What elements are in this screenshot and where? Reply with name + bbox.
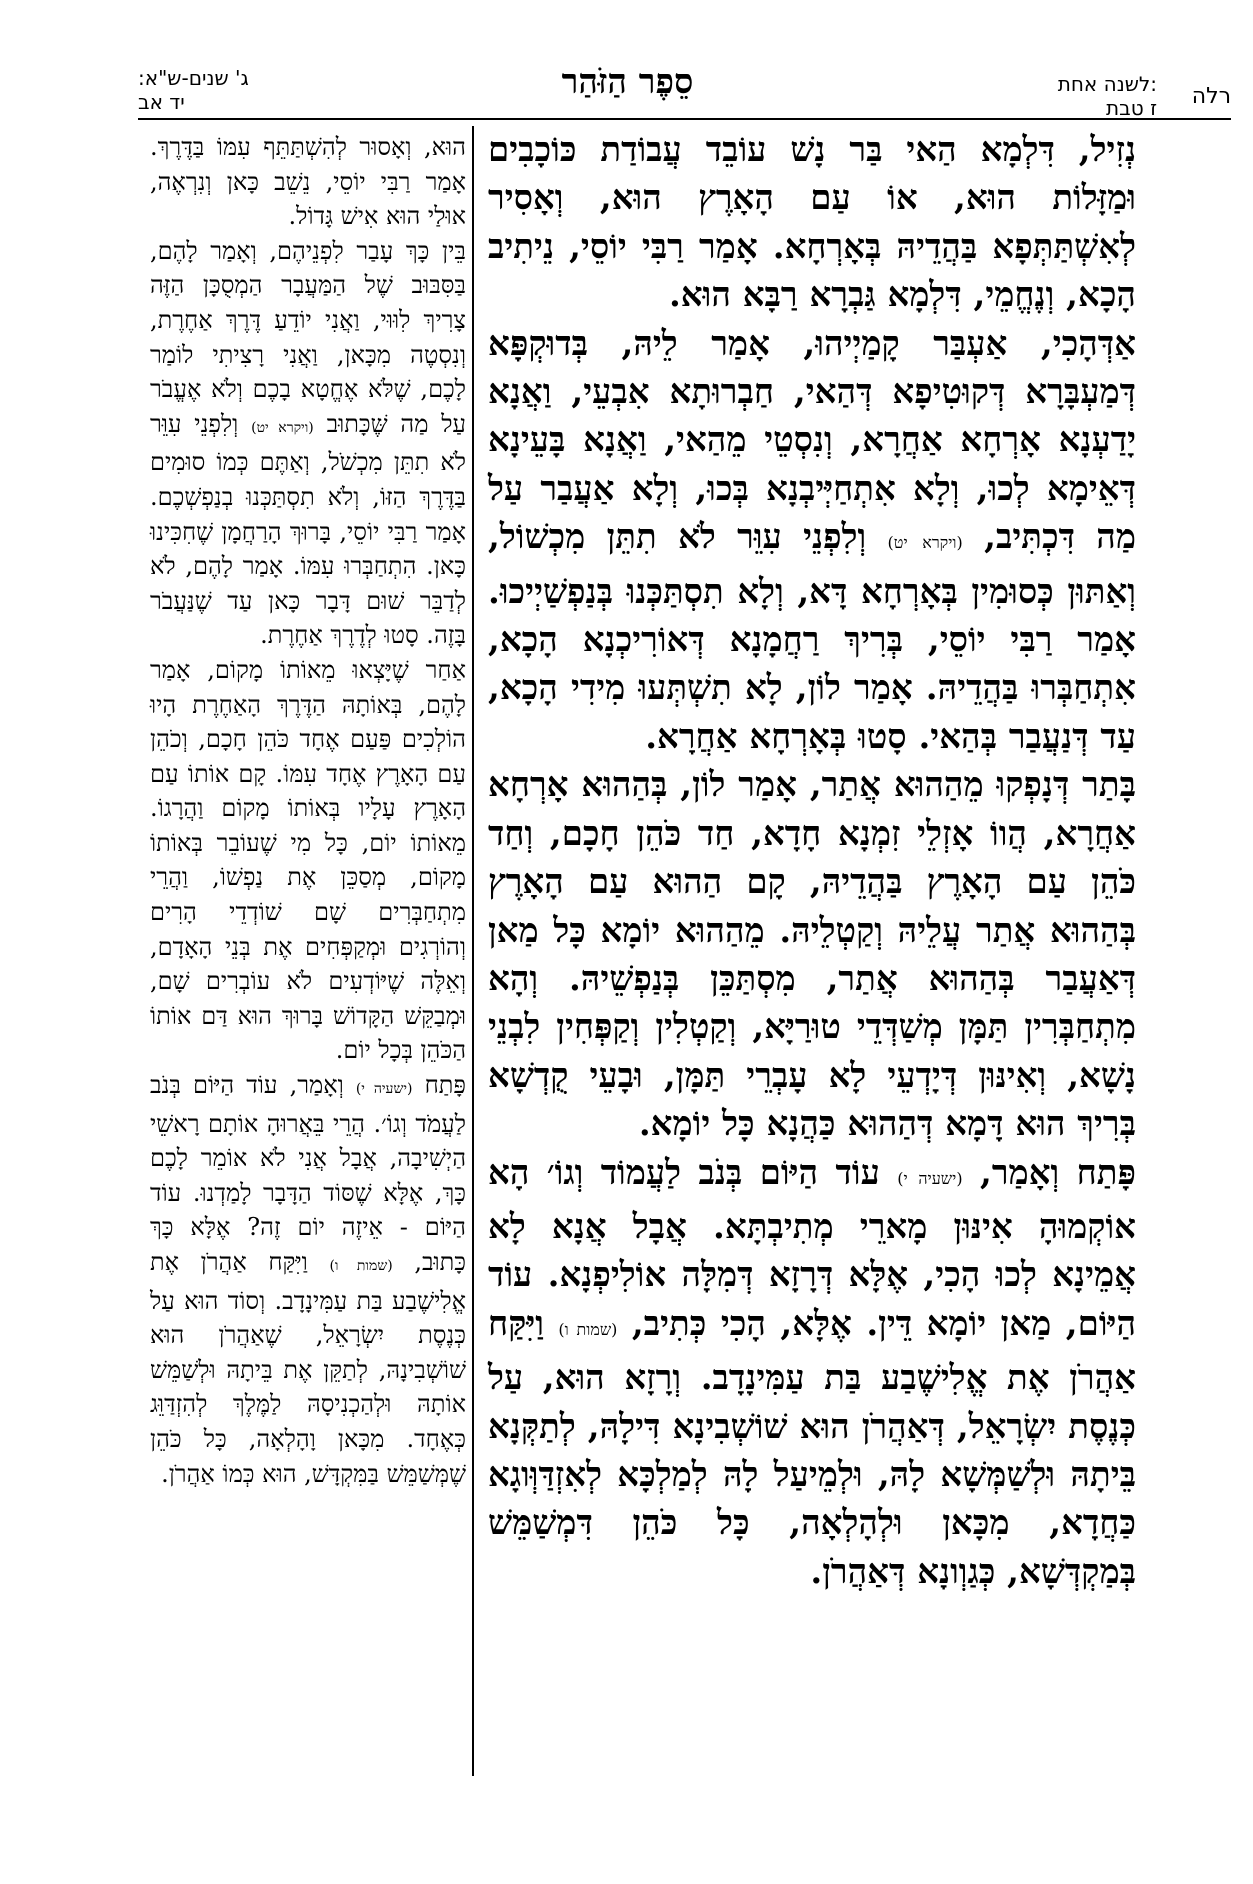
main-text: וַיִּקַּח אַהֲרֹן אֶת אֱלִישֶׁבַע בַּת עַמִּינָדָב. וְרָזָא הוּא, עַל כְּנֶסֶת יִשְׂרָאֵל, דְּאַהֲרֹן הוּא שׁוֹשְׁבִינָא דִּילָהּ, לְתַקְּנָא בֵּיתָהּ וּלְשַׁמְּשָׁא לָהּ, וּלְמֵיעַל לָהּ לְמַלְכָּא לְאִזְדַּוְּוגָא כַּחֲדָא, מִכָּאן וּלְהָלְאָה, כָּל כֹּהֵן דִּמְשַׁמֵּשׁ בְּמַקְדְּשָׁא, כְּגַוְונָא דְּאַהֲרֹן. <box>488 1303 1136 1592</box>
side-text: פָּתַח <box>424 1071 467 1100</box>
daily-schedule-three-years <box>138 66 388 114</box>
side-paragraph <box>150 653 466 1068</box>
side-paragraph <box>150 130 466 234</box>
hebrew-translation-column <box>150 130 466 1780</box>
main-paragraph <box>488 761 1136 1148</box>
side-text: וְאָמַר, עוֹד הַיּוֹם בְּנֹב לַעֲמֹד וְגוֹ׳. הֲרֵי בֵּאֲרוּהָ אוֹתָם רָאשֵׁי הַיְשִׁיבָה, אֲבָל אֲנִי לֹא אוֹמֵר לָכֶם כָּךְ, אֶלָּא שֶׁסּוֹד הַדָּבָר לָמַדְנוּ. עוֹד הַיּוֹם - אֵיזֶה יוֹם זֶה? אֶלָּא כָּךְ כָּתוּב, <box>150 1071 467 1276</box>
page-number: רלה <box>1191 84 1231 109</box>
main-text: וְלִפְנֵי עִוֵּר לֹא תִתֵּן מִכְשׁוֹל, וְאַתּוּן כְּסוּמִין בְּאָרְחָא דָּא, וְלָא תִסְתַּכְּנוּ בְּנַפְשַׁיְיכוּ. אָמַר רַבִּי יוֹסֵי, בְּרִיךְ רַחֲמָנָא דְּאוֹרִיכְנָא הָכָא, אִתְחַבְּרוּ בַּהֲדֵיהּ. אָמַר לוֹן, לָא תִשְׁתְּעוּ מִידִי הָכָא, עַד דְּנַעֲבַר בְּהַאי. סָטוּ בְּאָרְחָא אַחֲרָא. <box>488 517 1136 757</box>
side-text: בֵּין כָּךְ עָבַר לִפְנֵיהֶם, וְאָמַר לָהֶם, בַּסִּבּוּב שֶׁל הַמַּעֲבָר הַמְסֻכָּן הַזֶּה צָרִיךְ לִוּוּי, וַאֲנִי יוֹדֵעַ דֶּרֶךְ אַחֶרֶת, וְנִסְטֶה מִכָּאן, וַאֲנִי רָצִיתִי לוֹמַר לָכֶם, שֶׁלֹּא אֶחֱטָא בָכֶם וְלֹא אֶעֱבֹר עַל מַה שֶּׁכָּתוּב <box>150 236 467 438</box>
verse-reference: (ויקרא יט) <box>251 419 314 436</box>
book-title: סֵפֶר הַזֹּהַר <box>561 62 694 102</box>
page-header <box>20 14 1235 120</box>
schedule-date-one-year: ז טבת <box>1106 96 1157 120</box>
aramaic-text-column <box>488 126 1136 1776</box>
side-text: וְלִפְנֵי עִוֵּר לֹא תִתֵּן מִכְשֹׁל, וְאַתֶּם כְּמוֹ סוּמִים בַּדֶּרֶךְ הַזּוֹ, וְלֹא תִסְתַּכְּנוּ בְנַפְשְׁכֶם. אָמַר רַבִּי יוֹסֵי, בָּרוּךְ הָרַחֲמָן שֶׁחִכִּינוּ כָּאן. הִתְחַבְּרוּ עִמּוֹ. אָמַר לָהֶם, לֹא לְדַבֵּר שׁוּם דָּבָר כָּאן עַד שֶׁנַּעֲבֹר בָּזֶה. סָטוּ לְדֶרֶךְ אַחֶרֶת. <box>150 409 466 650</box>
side-text: וַיִּקַּח אַהֲרֹן אֶת אֱלִישֶׁבַע בַּת עַמִּינָדָב. וְסוֹד הוּא עַל כְּנֶסֶת יִשְׂרָאֵל, שֶׁאַהֲרֹן הוּא שׁוֹשְׁבִינָהּ, לְתַקֵּן אֶת בֵּיתָהּ וּלְשַׁמֵּשׁ אוֹתָהּ וּלְהַכְנִיסָהּ לַמֶּלֶךְ לְהִזְדַּוֵּג כְּאֶחָד. מִכָּאן וָהָלְאָה, כָּל כֹּהֵן שֶׁמְּשַׁמֵּשׁ בַּמִּקְדָּשׁ, הוּא כְּמוֹ אַהֲרֹן. <box>150 1248 466 1488</box>
side-text: הוּא, וְאָסוּר לְהִשְׁתַּתֵּף עִמּוֹ בַּדֶּרֶךְ. אָמַר רַבִּי יוֹסֵי, נֵשֵׁב כָּאן וְנִרְאֶה, אוּלַי הוּא אִישׁ גָּדוֹל. <box>150 133 466 231</box>
column-divider <box>472 126 474 1776</box>
schedule-label-one-year: לשנה אחת: <box>1057 72 1157 96</box>
main-paragraph <box>488 126 1136 320</box>
verse-reference: (ישעיה י) <box>897 1168 963 1188</box>
header-rule <box>138 118 1231 120</box>
main-paragraph <box>488 1149 1136 1597</box>
main-text: פָּתַח וְאָמַר, <box>980 1152 1136 1193</box>
verse-reference: (שמות ו) <box>329 1258 393 1274</box>
main-text: בָּתַר דְּנָפְקוּ מֵהַהוּא אֲתַר, אָמַר לוֹן, בְּהַהוּא אָרְחָא אַחֲרָא, הֲווֹ אָזְלֵי זִמְנָא חָדָא, חַד כֹּהֵן חָכָם, וְחַד כֹּהֵן עַם הָאָרֶץ בַּהֲדֵיהּ, קָם הַהוּא עַם הָאָרֶץ בְּהַהוּא אֲתַר עֲלֵיהּ וְקַטְלֵיהּ. מֵהַהוּא יוֹמָא כָּל מַאן דְּאַעֲבַר בְּהַהוּא אֲתַר, מִסְתַּכֵּן בְּנַפְשֵׁיהּ. וְהָא מִתְחַבְּרִין תַּמָּן מְשַׁדְּדֵי טוּרַיָּא, וְקַטְלִין וְקַפְּחִין לִבְנֵי נָשָׁא, וְאִינּוּן דְּיָדְעֵי לָא עָבְרֵי תַּמָּן, וּבָעֵי קֻדְשָׁא בְּרִיךְ הוּא דָּמָא דְּהַהוּא כַּהֲנָא כָּל יוֹמָא. <box>488 765 1136 1145</box>
verse-reference: (ויקרא יט) <box>887 533 963 553</box>
side-text: אַחַר שֶׁיָּצְאוּ מֵאוֹתוֹ מָקוֹם, אָמַר לָהֶם, בְּאוֹתָהּ הַדֶּרֶךְ הָאַחֶרֶת הָיוּ הוֹלְכִים פַּעַם אֶחָד כֹּהֵן חָכָם, וְכֹהֵן עַם הָאָרֶץ אֶחָד עִמּוֹ. קָם אוֹתוֹ עַם הָאָרֶץ עָלָיו בְּאוֹתוֹ מָקוֹם וַהֲרָגוֹ. מֵאוֹתוֹ יוֹם, כָּל מִי שֶׁעוֹבֵר בְּאוֹתוֹ מָקוֹם, מְסַכֵּן אֶת נַפְשׁוֹ, וַהֲרֵי מִתְחַבְּרִים שָׁם שׁוֹדְדֵי הָרִים וְהוֹרְגִים וּמְקַפְּחִים אֶת בְּנֵי הָאָדָם, וְאֵלֶּה שֶׁיּוֹדְעִים לֹא עוֹבְרִים שָׁם, וּמְבַקֵּשׁ הַקָּדוֹשׁ בָּרוּךְ הוּא דַּם אוֹתוֹ הַכֹּהֵן בְּכָל יוֹם. <box>150 655 466 1065</box>
verse-reference: (שמות ו) <box>558 1319 618 1339</box>
main-text: אַדְּהָכִי, אַעְבַּר קָמַיְיהוּ, אָמַר לֵיהּ, בְּדוּקְפָּא דְּמַעְבָּרָא דְּקוּטִיפָא דְּהַאי, חַבְרוּתָא אִבְעֵי, וַאֲנָא יָדַעְנָא אָרְחָא אַחֲרָא, וְנִסְטֵי מֵהַאי, וַאֲנָא בָּעֵינָא דְּאֵימָא לְכוּ, וְלָא אִתְחַיְּיבְנָא בְּכוּ, וְלָא אַעֲבַר עַל מַה דִּכְתִּיב, <box>488 323 1136 558</box>
schedule-label-three-years: ג' שנים-ש"א: <box>138 66 249 90</box>
schedule-date-three-years: יד אב <box>138 90 185 114</box>
side-paragraph <box>150 1068 466 1491</box>
main-text: עוֹד הַיּוֹם בְּנֹב לַעֲמוֹד וְגוֹ׳ הָא אוֹקְמוּהָ אִינּוּן מָארֵי מְתִיבְתָּא. אֲבָל אֲנָא לָא אֲמֵינָא לְכוּ הָכִי, אֶלָּא דְּרָזָא דְּמִלָּה אוֹלִיפְנָא. עוֹד הַיּוֹם, מַאן יוֹמָא דֵּין. אֶלָּא, הָכִי כְּתִיב, <box>488 1152 1136 1344</box>
main-paragraph <box>488 320 1136 762</box>
side-paragraph <box>150 234 466 653</box>
verse-reference: (ישעיה י) <box>355 1081 413 1098</box>
main-text: נְזִיל, דִּלְמָא הַאי בַּר נָשׁ עוֹבֵד עֲבוֹדַת כּוֹכָבִים וּמַזָּלוֹת הוּא, אוֹ עַם הָאָרֶץ הוּא, וְאָסִיר לְאִשְׁתַּתְּפָא בַּהֲדֵיהּ בְּאָרְחָא. אָמַר רַבִּי יוֹסֵי, נֵיתִיב הָכָא, וְנֶחֱמֵי, דִּלְמָא גַּבְרָא רַבָּא הוּא. <box>488 130 1136 316</box>
